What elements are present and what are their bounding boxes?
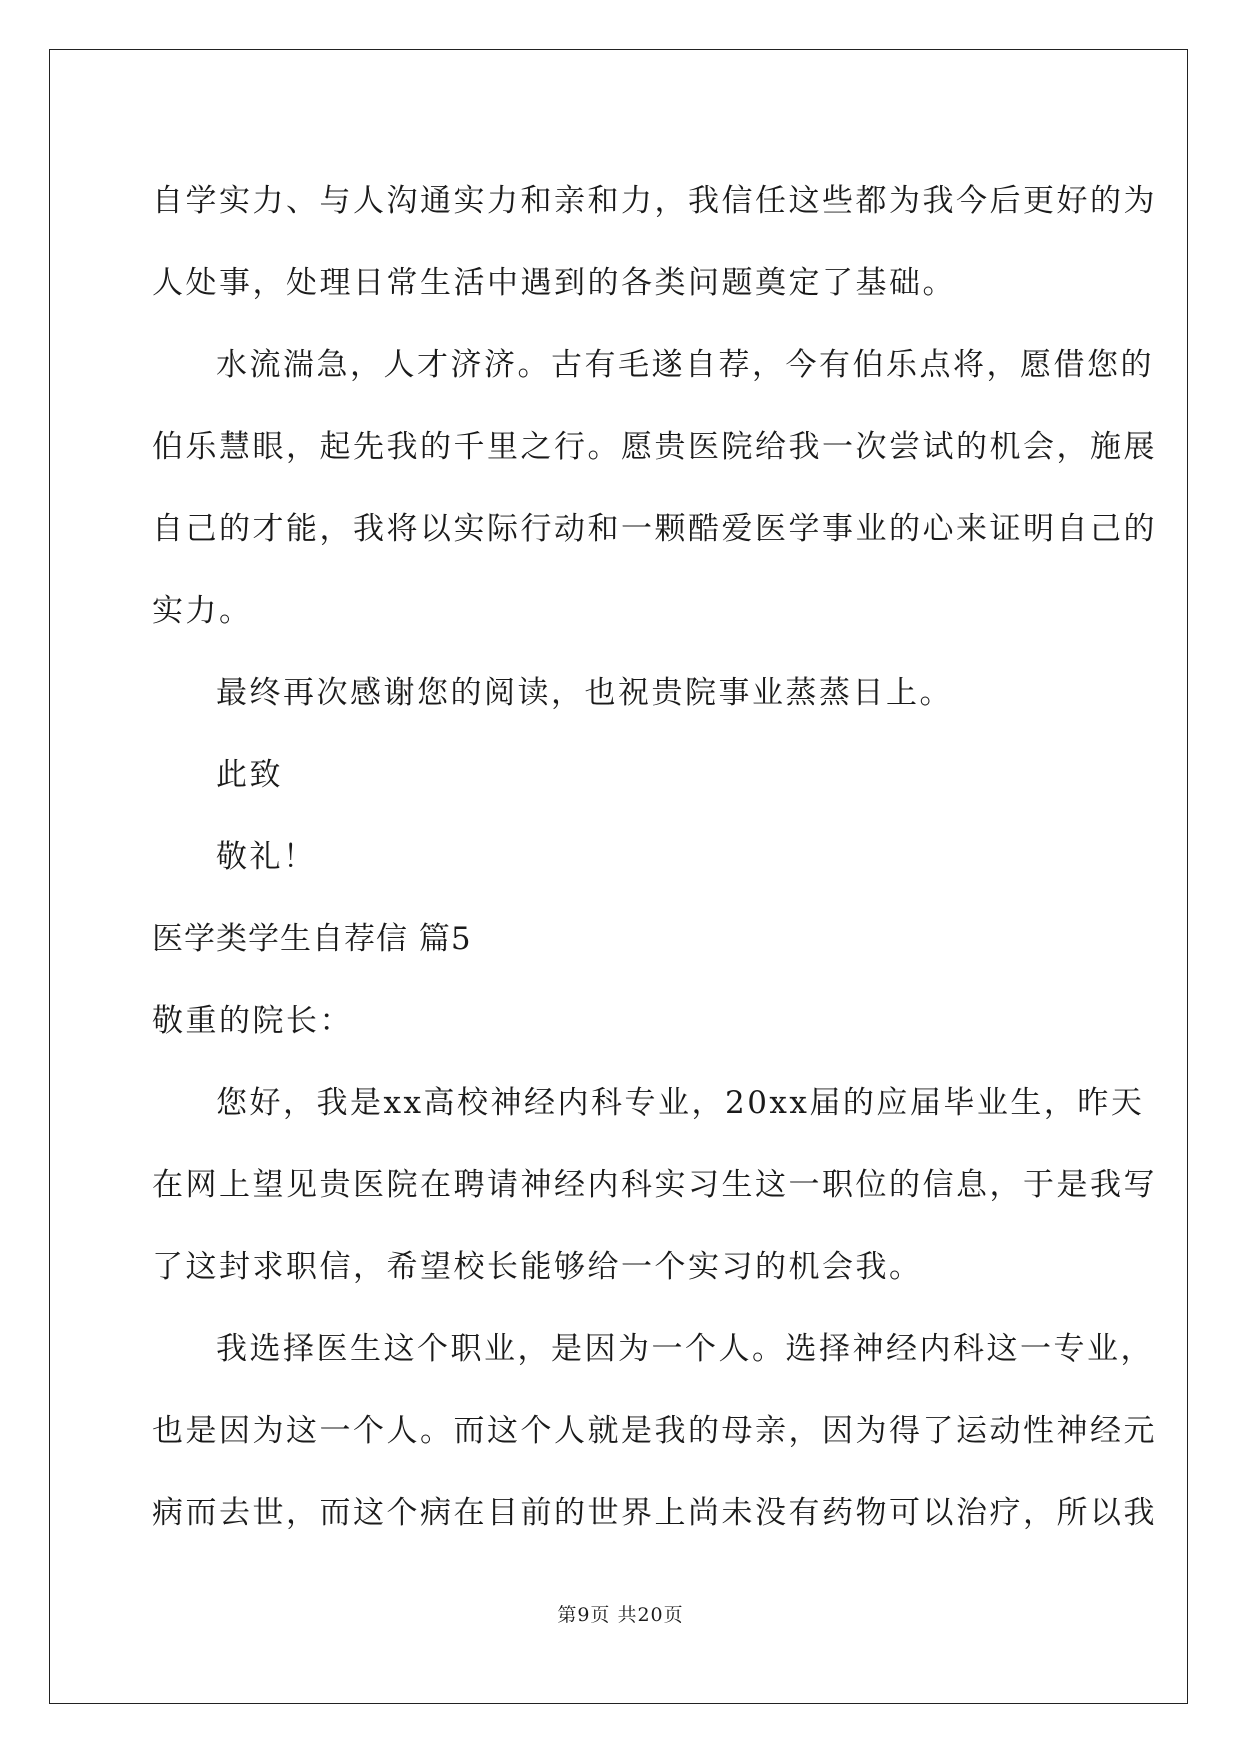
- closing-salutation: 此致: [216, 757, 283, 793]
- body-line-2: 人处事，处理日常生活中遇到的各类问题奠定了基础。: [152, 265, 956, 301]
- body-line-6: 实力。: [152, 593, 253, 629]
- body-line-13: 在网上望见贵医院在聘请神经内科实习生这一职位的信息，于是我写: [152, 1167, 1157, 1203]
- document-body: [152, 160, 1157, 1554]
- body-line-15: 我选择医生这个职业，是因为一个人。选择神经内科这一专业，: [216, 1331, 1154, 1367]
- body-line-1: 自学实力、与人沟通实力和亲和力，我信任这些都为我今后更好的为: [152, 183, 1157, 219]
- closing-regards: 敬礼！: [216, 839, 317, 875]
- body-line-12: 您好，我是xx高校神经内科专业，20xx届的应届毕业生，昨天: [216, 1085, 1145, 1121]
- body-line-4: 伯乐慧眼，起先我的千里之行。愿贵医院给我一次尝试的机会，施展: [152, 429, 1157, 465]
- page-number-footer: 第9页 共20页: [557, 1604, 684, 1626]
- body-line-17: 病而去世，而这个病在目前的世界上尚未没有药物可以治疗，所以我: [152, 1495, 1157, 1531]
- body-line-14: 了这封求职信，希望校长能够给一个实习的机会我。: [152, 1249, 923, 1285]
- section-heading: 医学类学生自荐信 篇5: [152, 921, 472, 957]
- body-line-5: 自己的才能，我将以实际行动和一颗酷爱医学事业的心来证明自己的: [152, 511, 1157, 547]
- body-line-3: 水流湍急，人才济济。古有毛遂自荐，今有伯乐点将，愿借您的: [216, 347, 1154, 383]
- letter-greeting: 敬重的院长：: [152, 1003, 353, 1039]
- body-line-7: 最终再次感谢您的阅读，也祝贵院事业蒸蒸日上。: [216, 675, 953, 711]
- body-line-16: 也是因为这一个人。而这个人就是我的母亲，因为得了运动性神经元: [152, 1413, 1157, 1449]
